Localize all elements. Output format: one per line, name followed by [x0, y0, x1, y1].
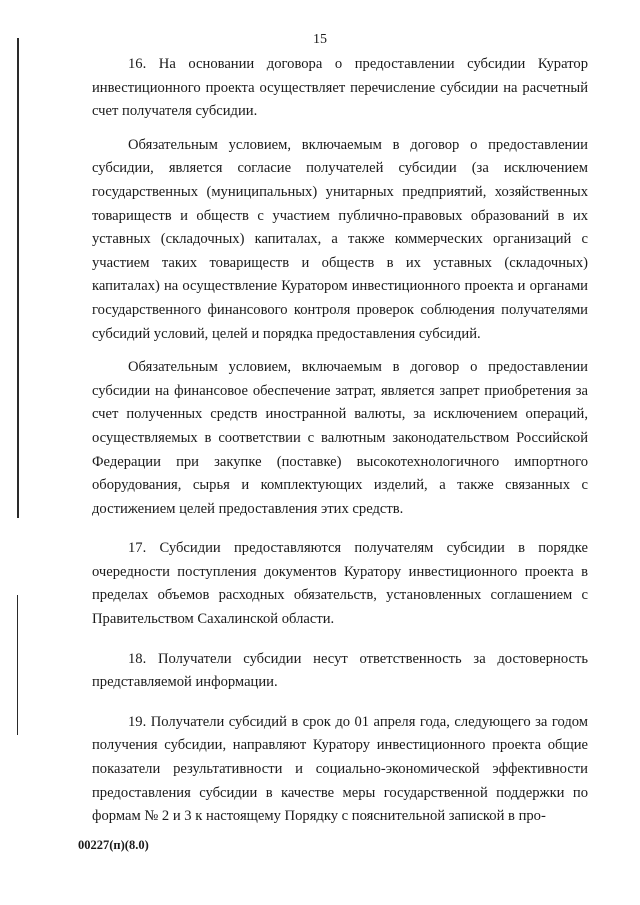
paragraph-16: 16. На основании договора о предоставлении субсидии Куратор инвестиционного проекта осуществляет перечисление субсидии на расчетный счет получателя субсидии.: [92, 56, 588, 120]
paragraph-condition-control: Обязательным условием, включаемым в договор о предоставлении субсидии, является согласие получателей субсидии (за исключением государственных (муниципальных) унитарных предприятий, хозяйственных товариществ и обществ с участием публично-правовых образований в их уставных (складочных) капиталах, а также коммерческих организаций с участием таких товариществ и обществ в их уставных (складочных) капиталах) на осуществление Куратором инвестиционного проекта и органами государственного финансового контроля проверок соблюдения получателями субсидий условий, целей и порядка предоставления субсидий.: [92, 136, 588, 342]
paragraph-17: 17. Субсидии предоставляются получателям субсидии в порядке очередности поступления документов Куратору инвестиционного проекта в пределах объемов расходных обязательств, установленных соглашением с Правительством Сахалинской области.: [92, 540, 588, 628]
margin-vertical-line-lower: [17, 595, 18, 735]
paragraph-19: 19. Получатели субсидий в срок до 01 апреля года, следующего за годом получения субсидии, направляют Куратору инвестиционного проекта общие показатели результативности и социально-экономической эффективности предоставления субсидии в качестве меры государственной поддержки по формам № 2 и 3 к настоящему Порядку с пояснительной запиской в про-: [92, 713, 588, 825]
paragraph-18: 18. Получатели субсидии несут ответственность за достоверность представляемой информации.: [92, 650, 588, 691]
document-body: [92, 53, 588, 829]
margin-vertical-line: [17, 38, 19, 518]
paragraph-condition-currency: Обязательным условием, включаемым в договор о предоставлении субсидии на финансовое обеспечение затрат, является запрет приобретения за счет полученных средств иностранной валюты, за исключением операций, осуществляемых в соответствии с валютным законодательством Российской Федерации при закупке (поставке) высокотехнологичного импортного оборудования, сырья и комплектующих изделий, а также связанных с достижением целей предоставления этих средств.: [92, 359, 588, 517]
document-code: 00227(п)(8.0): [78, 838, 149, 852]
page-number: 15: [313, 32, 327, 47]
